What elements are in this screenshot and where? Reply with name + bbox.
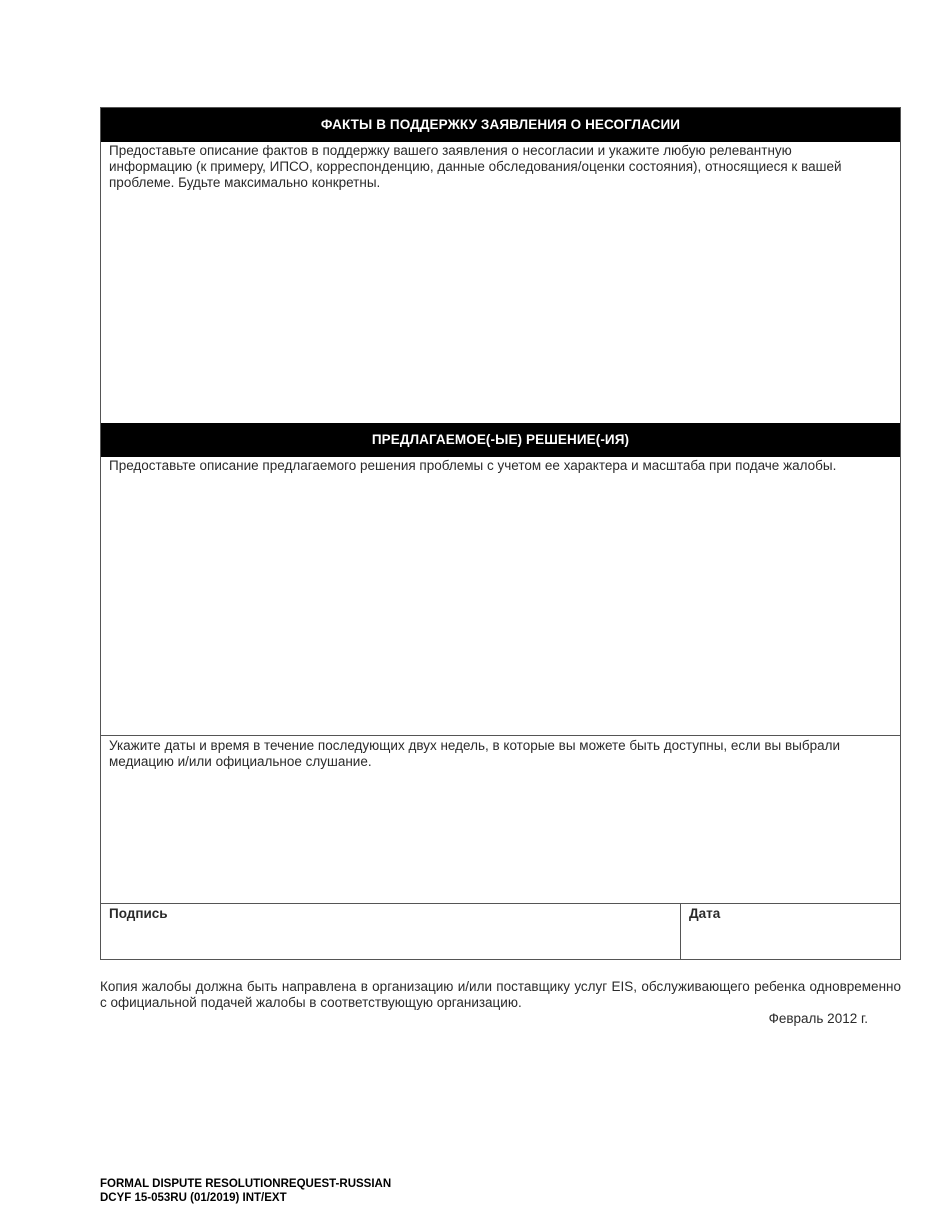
facts-input-area[interactable]: [101, 142, 900, 423]
availability-input-area[interactable]: [101, 736, 900, 904]
facts-instructions-line: информацию (к примеру, ИПСО, корреспонденцию, данные обследования/оценки состояния), относящиеся к вашей: [109, 159, 842, 174]
copy-notice: Копия жалобы должна быть направлена в организацию и/или поставщику услуг EIS, обслуживающего ребенка одновременно с официальной подачей жалобы в соответствующую организацию.: [100, 979, 901, 1010]
solution-instructions: Предоставьте описание предлагаемого решения проблемы с учетом ее характера и масштаба при подаче жалобы.: [109, 458, 837, 473]
revision-date: Февраль 2012 г.: [768, 1011, 868, 1026]
availability-instructions-line: Укажите даты и время в течение последующих двух недель, в которые вы можете быть доступны, если вы выбрали: [109, 738, 841, 753]
form-number: DCYF 15-053RU (01/2019) INT/EXT: [100, 1192, 287, 1204]
signature-field[interactable]: [101, 904, 681, 959]
facts-instructions-line: проблеме. Будьте максимально конкретны.: [109, 175, 381, 190]
form-title: FORMAL DISPUTE RESOLUTIONREQUEST-RUSSIAN: [100, 1178, 392, 1190]
signature-row: [101, 904, 900, 959]
dispute-form-table: [100, 107, 901, 960]
signature-label: Подпись: [109, 906, 168, 921]
date-label: Дата: [689, 906, 721, 921]
solution-input-area[interactable]: [101, 457, 900, 736]
date-field[interactable]: [681, 904, 900, 959]
solution-section-header: ПРЕДЛАГАЕМОЕ(-ЫЕ) РЕШЕНИЕ(-ИЯ): [101, 423, 900, 457]
facts-instructions-line: Предоставьте описание фактов в поддержку вашего заявления о несогласии и укажите любую релевантную: [109, 143, 792, 158]
facts-section-header: ФАКТЫ В ПОДДЕРЖКУ ЗАЯВЛЕНИЯ О НЕСОГЛАСИИ: [101, 108, 900, 142]
form-footer: [100, 1177, 391, 1205]
availability-instructions-line: медиацию и/или официальное слушание.: [109, 754, 372, 769]
